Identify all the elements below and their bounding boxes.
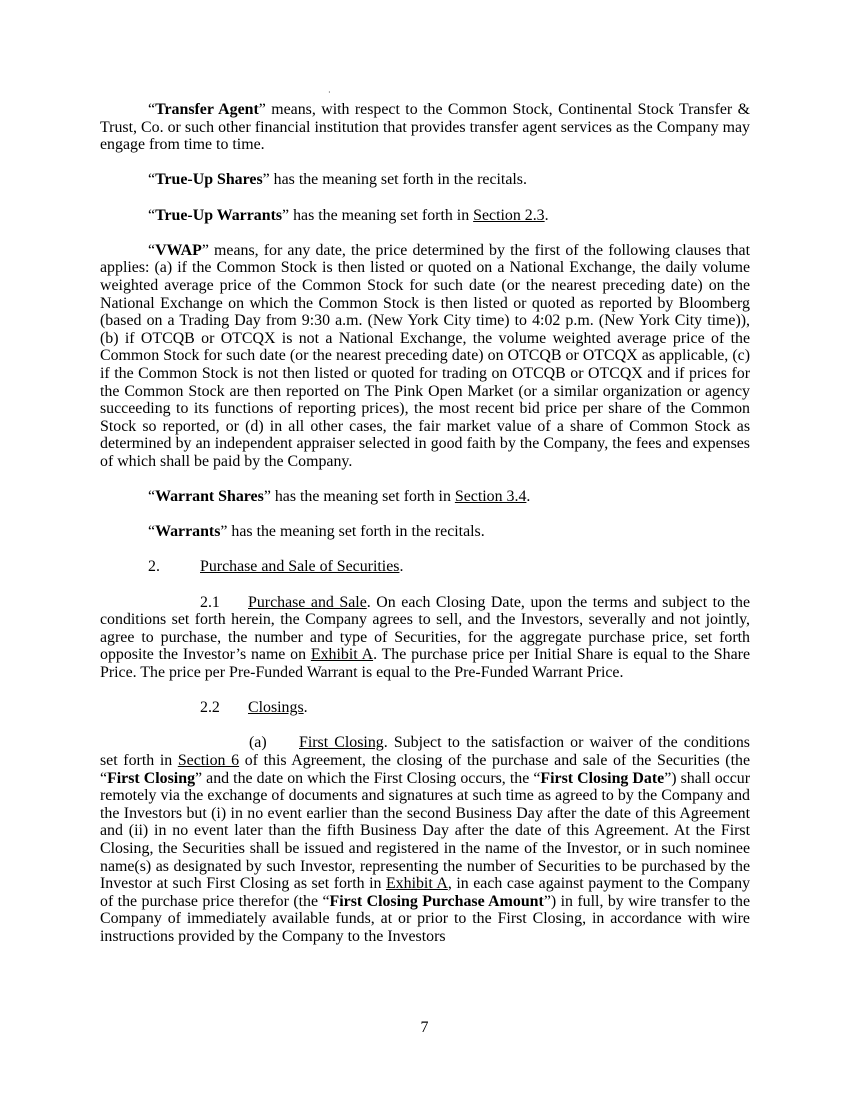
section-2-3-reference: Section 2.3 <box>473 206 545 224</box>
definition-true-up-shares: “True-Up Shares” has the meaning set forth in the recitals. <box>148 171 527 189</box>
section-2-title: Purchase and Sale of Securities <box>200 558 400 576</box>
section-3-4-reference: Section 3.4 <box>454 488 527 506</box>
first-closing-title: First Closing <box>299 734 384 752</box>
section-2-2-title: Closings <box>248 699 304 717</box>
term-first-closing-date: First Closing Date <box>540 769 665 787</box>
section-6-reference: Section 6 <box>177 751 240 769</box>
term-first-closing: First Closing <box>107 769 196 787</box>
definition-transfer-agent: “Transfer Agent” means, with respect to the Common Stock, Continental Stock Transfer & Trust, Co. or such other financial institution that provides transfer agent services as the Company may engage from time to time. <box>100 101 751 154</box>
section-2-2-a-label: (a) <box>249 734 267 752</box>
section-2-heading: 2. Purchase and Sale of Securities. <box>148 558 404 576</box>
definition-vwap: “VWAP” means, for any date, the price determined by the first of the following clauses that applies: (a) if the Common Stock is then listed or quoted on a National Exchange, the daily volume weighted average price of the Common Stock for such date (or the nearest preceding date) on the National Exchange on which the Common Stock is then listed or quoted as reported by Bloomberg (based on a Trading Day from 9:30 a.m. (New York City time) to 4:02 p.m. (New York City time)), (b) if OTCQB or OTCQX is not a National Exchange, the volume weighted average price of the Common Stock for such date (or the nearest preceding date) on OTCQB or OTCQX as applicable, (c) if the Common Stock is not then listed or quoted for trading on OTCQB or OTCQX and if prices for the Common Stock are then reported on The Pink Open Market (or a similar organization or agency succeeding to its functions of reporting prices), the most recent bid price per share of the Common Stock so reported, or (d) in all other cases, the fair market value of a share of Common Stock as determined by an independent appraiser selected in good faith by the Company, the fees and expenses of which shall be paid by the Company. <box>100 241 750 470</box>
top-mark: · <box>328 88 331 97</box>
term-true-up-warrants: True-Up Warrants <box>155 206 283 224</box>
term-transfer-agent: Transfer Agent <box>155 101 259 118</box>
definition-warrants: “Warrants” has the meaning set forth in the recitals. <box>148 523 485 541</box>
section-2-number: 2. <box>148 558 160 576</box>
exhibit-a-reference: Exhibit A <box>310 646 374 664</box>
section-2-1-paragraph: 2.1 Purchase and Sale. On each Closing Date, upon the terms and subject to the conditions set forth herein, the Company agrees to sell, and the Investors, severally and not jointly, agree to purchase, the number and type of Securities, for the aggregate purchase price, set forth opposite the Investor’s name on Exhibit A. The purchase price per Initial Share is equal to the Share Price. The price per Pre-Funded Warrant is equal to the Pre-Funded Warrant Price. <box>100 593 750 681</box>
section-2-1-title: Purchase and Sale <box>248 593 367 611</box>
section-2-1-number: 2.1 <box>200 593 220 611</box>
term-warrant-shares: Warrant Shares <box>155 488 264 506</box>
section-2-2-number: 2.2 <box>200 699 220 717</box>
definition-true-up-warrants: “True-Up Warrants” has the meaning set forth in Section 2.3. <box>148 206 549 224</box>
term-warrants: Warrants <box>155 523 221 541</box>
section-2-2-a-paragraph: (a) First Closing. Subject to the satisfaction or waiver of the conditions set forth in Section 6 of this Agreement, the closing of the purchase and sale of the Securities (the “First Closing” and the date on which the First Closing occurs, the “First Closing Date”) shall occur remotely via the exchange of documents and signatures at such time as agreed to by the Company and the Investors but (i) in no event earlier than the second Business Day after the date of this Agreement and (ii) in no event later than the fifth Business Day after the date of this Agreement. At the First Closing, the Securities shall be issued and registered in the name of the Investor, or in such nominee name(s) as designated by such Investor, representing the number of Securities to be purchased by the Investor at such First Closing as set forth in Exhibit A, in each case against payment to the Company of the purchase price therefor (the “First Closing Purchase Amount”) in full, by wire transfer to the Company of immediately available funds, at or prior to the First Closing, in accordance with wire instructions provided by the Company to the Investors <box>100 734 751 945</box>
term-true-up-shares: True-Up Shares <box>155 171 263 189</box>
document-body <box>100 101 750 963</box>
exhibit-a-reference-2: Exhibit A <box>385 875 448 893</box>
term-first-closing-purchase-amount: First Closing Purchase Amount <box>329 892 544 910</box>
page-number: 7 <box>420 1019 429 1036</box>
section-2-2-heading: 2.2 Closings. <box>200 699 308 717</box>
definition-warrant-shares: “Warrant Shares” has the meaning set forth in Section 3.4. <box>148 488 531 506</box>
term-vwap: VWAP <box>155 241 202 259</box>
